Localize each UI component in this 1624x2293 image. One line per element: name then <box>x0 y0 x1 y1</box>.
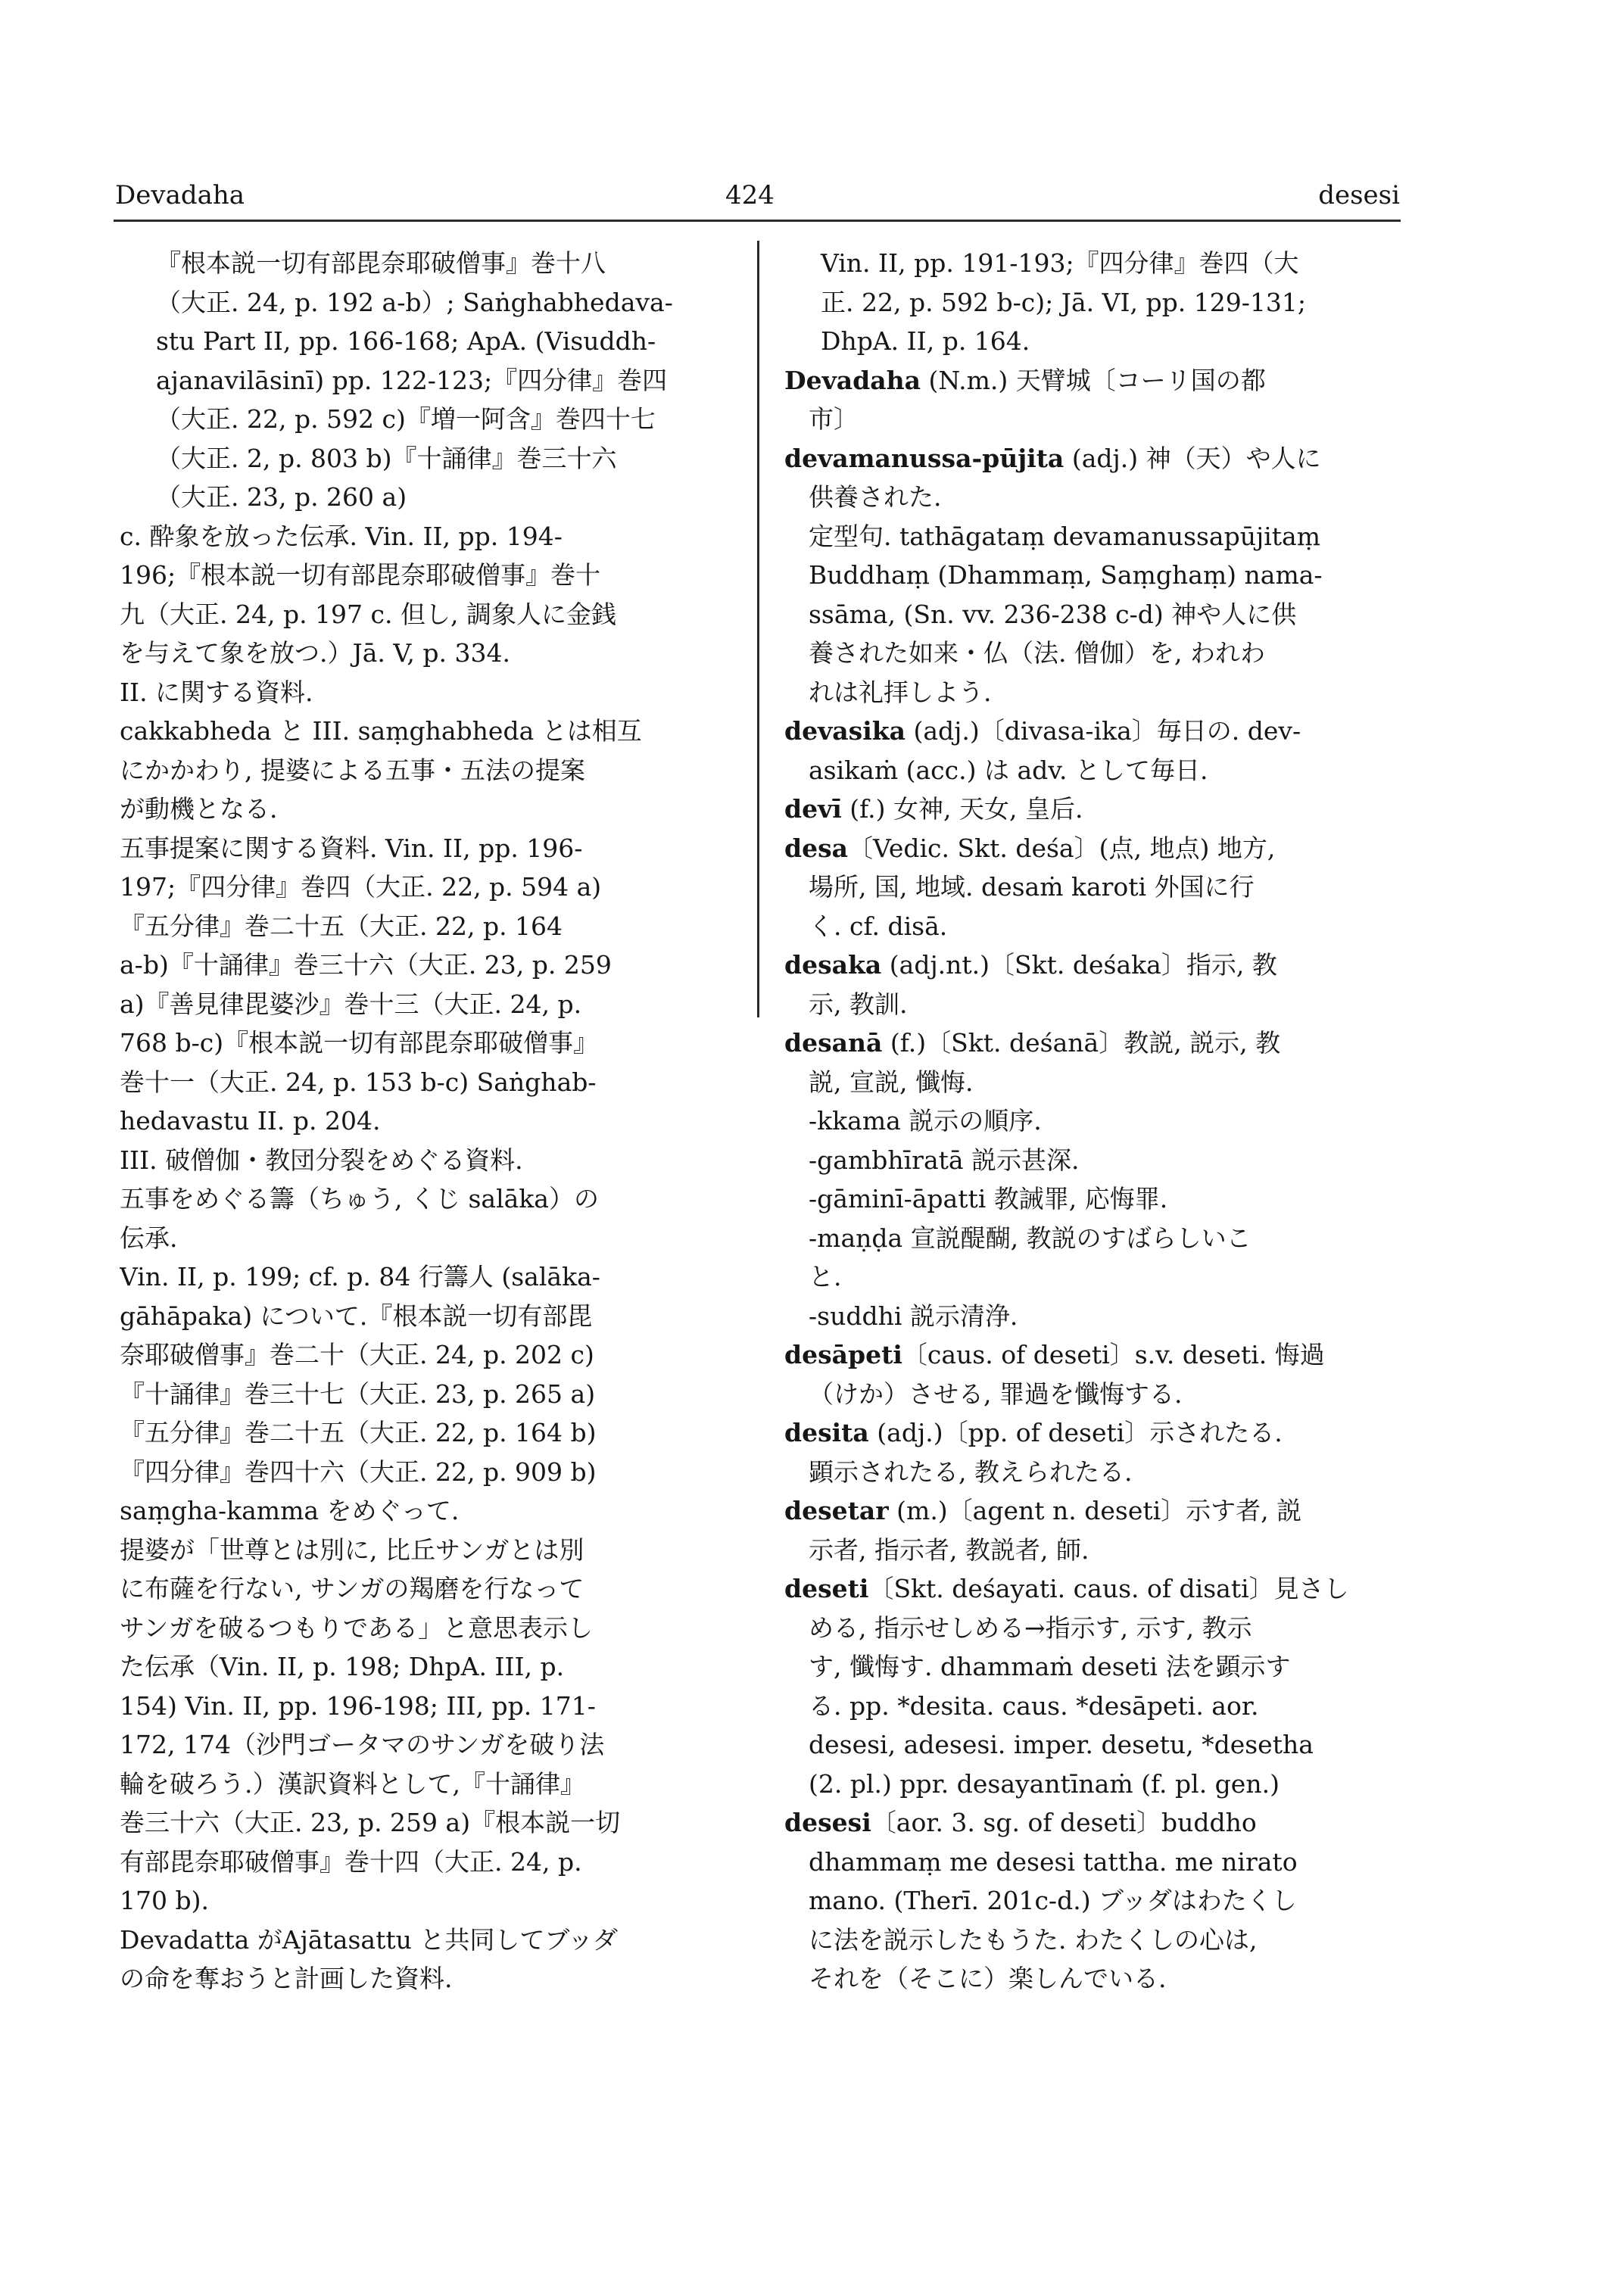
running-head-right: desesi <box>1318 180 1400 210</box>
text-line <box>120 517 725 556</box>
line-text: 『根本説一切有部毘奈耶破僧事』巻十八 <box>156 248 606 278</box>
line-text: desesi, adesesi. imper. desetu, *desetha <box>809 1730 1314 1759</box>
line-text: 〔Vedic. Skt. deśa〕(点, 地点) 地方, <box>848 833 1276 863</box>
line-text: -gambhīratā 説示甚深. <box>809 1145 1080 1175</box>
line-text: に布薩を行ない, サンガの羯磨を行なって <box>120 1574 584 1603</box>
text-line <box>120 1803 725 1843</box>
line-text: 示者, 指示者, 教説者, 師. <box>809 1534 1089 1565</box>
text-line <box>784 1609 1390 1648</box>
line-text: 768 b-c)『根本説一切有部毘奈耶破僧事』 <box>120 1028 599 1058</box>
line-text: c. 酔象を放った伝承. Vin. II, pp. 194- <box>120 521 563 551</box>
line-text: 〔Skt. deśayati. caus. of disati〕見さし <box>868 1574 1349 1603</box>
entry-line <box>784 1803 1390 1843</box>
entry-headword: devamanussa-pūjita <box>784 443 1064 473</box>
page-number: 424 <box>725 180 775 210</box>
text-line <box>120 1453 725 1492</box>
line-text: Vin. II, pp. 191-193;『四分律』巻四（大 <box>821 248 1299 278</box>
line-text: と. <box>809 1262 842 1291</box>
entry-headword: devasika <box>784 716 906 746</box>
line-text: れは礼拝しよう. <box>809 677 992 707</box>
line-text: 市〕 <box>809 404 859 434</box>
line-text: ssāma, (Sn. vv. 236-238 c-d) 神や人に供 <box>809 599 1297 629</box>
entry-headword: desesi <box>784 1808 871 1837</box>
entry-headword: desetar <box>784 1496 889 1525</box>
line-text: 『五分律』巻二十五（大正. 22, p. 164 <box>120 911 563 941</box>
text-line <box>784 244 1390 283</box>
text-line <box>784 283 1390 322</box>
line-text: の命を奪おうと計画した資料. <box>120 1964 453 1993</box>
text-line <box>784 400 1390 439</box>
line-text: 『四分律』巻四十六（大正. 22, p. 909 b) <box>120 1456 597 1487</box>
line-text: (2. pl.) ppr. desayantīnaṁ (f. pl. gen.) <box>809 1768 1280 1799</box>
text-line <box>120 1687 725 1726</box>
text-line <box>120 790 725 829</box>
text-line <box>784 1843 1390 1882</box>
text-line <box>120 673 725 712</box>
line-text: 正. 22, p. 592 b-c); Jā. VI, pp. 129-131; <box>821 287 1306 317</box>
line-text: (f.)〔Skt. deśanā〕教説, 説示, 教 <box>882 1028 1281 1058</box>
line-text: 場所, 国, 地域. desaṁ karoti 外国に行 <box>809 872 1255 902</box>
text-line <box>120 1179 725 1219</box>
line-text: 170 b). <box>120 1886 209 1915</box>
text-line <box>120 946 725 985</box>
text-line <box>120 907 725 946</box>
entry-headword: desanā <box>784 1028 883 1058</box>
text-line <box>120 439 725 478</box>
line-text: す, 懺悔す. dhammaṁ deseti 法を顕示す <box>809 1652 1291 1681</box>
line-text: める, 指示せしめる→指示す, 示す, 教示 <box>809 1612 1252 1643</box>
text-line <box>120 1297 725 1336</box>
line-text: 〔aor. 3. sg. of deseti〕buddho <box>871 1808 1257 1837</box>
text-line <box>784 985 1390 1024</box>
entry-headword: devī <box>784 794 842 824</box>
text-line <box>784 1725 1390 1765</box>
line-text: cakkabheda と III. saṃghabheda とは相互 <box>120 716 642 746</box>
entry-line <box>784 361 1390 400</box>
text-line <box>784 1297 1390 1336</box>
text-line <box>120 1569 725 1609</box>
line-text: 有部毘奈耶破僧事』巻十四（大正. 24, p. <box>120 1846 582 1877</box>
line-text: II. に関する資料. <box>120 677 313 707</box>
text-line <box>784 1881 1390 1921</box>
line-text: a-b)『十誦律』巻三十六（大正. 23, p. 259 <box>120 950 612 980</box>
text-line <box>784 1375 1390 1414</box>
line-text: （けか）させる, 罪過を懺悔する. <box>809 1379 1183 1409</box>
line-text: （大正. 22, p. 592 c)『増一阿含』巻四十七 <box>156 404 656 434</box>
text-line <box>784 517 1390 556</box>
line-text: （大正. 24, p. 192 a-b）; Saṅghabhedava- <box>156 287 673 317</box>
entry-line <box>784 1569 1390 1609</box>
text-line <box>784 1257 1390 1297</box>
line-text: 定型句. tathāgataṃ devamanussapūjitaṃ <box>809 521 1321 551</box>
text-line <box>784 322 1390 361</box>
entry-line <box>784 946 1390 985</box>
line-text: を与えて象を放つ.）Jā. V, p. 334. <box>120 638 510 668</box>
line-text: （大正. 2, p. 803 b)『十誦律』巻三十六 <box>156 443 617 473</box>
entry-line <box>784 829 1390 868</box>
line-text: III. 破僧伽・教団分裂をめぐる資料. <box>120 1145 523 1175</box>
line-text: dhammaṃ me desesi tattha. me nirato <box>809 1846 1298 1877</box>
line-text: (adj.)〔divasa-ika〕毎日の. dev- <box>906 716 1301 746</box>
line-text: 奈耶破僧事』巻二十（大正. 24, p. 202 c) <box>120 1340 594 1369</box>
line-text: 説, 宣説, 懺悔. <box>809 1067 974 1097</box>
text-line <box>784 1219 1390 1258</box>
line-text: 供養された. <box>809 482 942 512</box>
line-text: 172, 174（沙門ゴータマのサンガを破り法 <box>120 1730 605 1759</box>
entry-headword: deseti <box>784 1574 869 1603</box>
line-text: Devadatta がAjātasattu と共同してブッダ <box>120 1924 619 1955</box>
text-line <box>120 283 725 322</box>
text-line <box>120 985 725 1024</box>
line-text: ajanavilāsinī) pp. 122-123;『四分律』巻四 <box>156 365 668 395</box>
text-line <box>784 1531 1390 1570</box>
text-line <box>120 1959 725 1999</box>
line-text: 伝承. <box>120 1223 178 1253</box>
text-line <box>784 634 1390 673</box>
line-text: (f.) 女神, 天女, 皇后. <box>841 794 1083 824</box>
text-line <box>784 907 1390 946</box>
line-text: 五事提案に関する資料. Vin. II, pp. 196- <box>120 833 583 863</box>
text-line <box>784 478 1390 517</box>
line-text: 154) Vin. II, pp. 196-198; III, pp. 171- <box>120 1690 596 1721</box>
text-line <box>120 751 725 790</box>
entry-line <box>784 1491 1390 1531</box>
entry-line <box>784 1335 1390 1375</box>
line-text: にかかわり, 提婆による五事・五法の提案 <box>120 755 585 785</box>
line-text: る. pp. *desita. caus. *desāpeti. aor. <box>809 1690 1259 1721</box>
text-line <box>784 751 1390 790</box>
text-line <box>784 1063 1390 1102</box>
text-line <box>784 1453 1390 1492</box>
text-line <box>120 868 725 907</box>
text-line <box>120 1921 725 1960</box>
line-text: gāhāpaka) について.『根本説一切有部毘 <box>120 1301 593 1331</box>
text-line <box>120 1647 725 1687</box>
text-line <box>120 1375 725 1414</box>
text-line <box>120 829 725 868</box>
text-line <box>784 673 1390 712</box>
line-text: (adj.nt.)〔Skt. deśaka〕指示, 教 <box>881 950 1277 980</box>
line-text: Buddhaṃ (Dhammaṃ, Saṃghaṃ) nama- <box>809 560 1323 590</box>
text-line <box>120 1257 725 1297</box>
line-text: た伝承（Vin. II, p. 198; DhpA. III, p. <box>120 1652 565 1681</box>
line-text: 五事をめぐる籌（ちゅう, くじ salāka）の <box>120 1184 599 1213</box>
line-text: に法を説示したもうた. わたくしの心は, <box>809 1924 1258 1955</box>
line-text: 提婆が「世尊とは別に, 比丘サンガとは別 <box>120 1534 584 1565</box>
text-line <box>120 1843 725 1882</box>
line-text: 養された如来・仏（法. 僧伽）を, われわ <box>809 638 1265 668</box>
text-line <box>784 868 1390 907</box>
line-text: 197;『四分律』巻四（大正. 22, p. 594 a) <box>120 872 602 902</box>
line-text: サンガを破るつもりである」と意思表示し <box>120 1612 594 1643</box>
text-line <box>784 1687 1390 1726</box>
header-rule <box>114 220 1401 222</box>
line-text: saṃgha-kamma をめぐって. <box>120 1496 460 1525</box>
text-line <box>120 1413 725 1453</box>
text-line <box>784 1179 1390 1219</box>
line-text: 示, 教訓. <box>809 989 908 1019</box>
line-text: (adj.)〔pp. of deseti〕示されたる. <box>868 1418 1283 1447</box>
line-text: （大正. 23, p. 260 a) <box>156 482 407 512</box>
text-line <box>120 1765 725 1804</box>
line-text: (m.)〔agent n. deseti〕示す者, 説 <box>888 1496 1302 1525</box>
line-text: 『十誦律』巻三十七（大正. 23, p. 265 a) <box>120 1379 596 1409</box>
line-text: 196;『根本説一切有部毘奈耶破僧事』巻十 <box>120 560 601 590</box>
text-line <box>120 244 725 283</box>
text-line <box>784 595 1390 634</box>
entry-headword: desita <box>784 1418 869 1447</box>
text-line <box>120 1335 725 1375</box>
line-text: -kkama 説示の順序. <box>809 1106 1042 1136</box>
text-line <box>120 634 725 673</box>
text-line <box>784 556 1390 595</box>
text-line <box>120 1219 725 1258</box>
text-line <box>784 1141 1390 1180</box>
text-line <box>784 1101 1390 1141</box>
text-line <box>120 1141 725 1180</box>
line-text: DhpA. II, p. 164. <box>821 326 1030 356</box>
running-head-left: Devadaha <box>115 180 245 210</box>
text-line <box>120 1063 725 1102</box>
line-text: 九（大正. 24, p. 197 c. 但し, 調象人に金銭 <box>120 599 616 629</box>
entry-headword: desa <box>784 833 849 863</box>
text-line <box>120 478 725 517</box>
entry-headword: desaka <box>784 950 882 980</box>
line-text: Vin. II, p. 199; cf. p. 84 行籌人 (salāka- <box>120 1262 600 1291</box>
text-line <box>784 1959 1390 1999</box>
text-line <box>120 1023 725 1063</box>
entry-line <box>784 439 1390 478</box>
entry-line <box>784 790 1390 829</box>
text-line <box>120 556 725 595</box>
entry-line <box>784 712 1390 751</box>
line-text: それを（そこに）楽しんでいる. <box>809 1964 1167 1993</box>
text-line <box>120 1491 725 1531</box>
text-line <box>120 361 725 400</box>
entry-headword: desāpeti <box>784 1340 902 1369</box>
line-text: 〔caus. of deseti〕s.v. deseti. 悔過 <box>902 1340 1325 1369</box>
line-text: 輪を破ろう.）漢訳資料として,『十誦律』 <box>120 1768 585 1799</box>
line-text: が動機となる. <box>120 794 278 824</box>
line-text: stu Part II, pp. 166-168; ApA. (Visuddh- <box>156 326 656 356</box>
entry-headword: Devadaha <box>784 365 921 395</box>
text-line <box>784 1765 1390 1804</box>
column-divider <box>757 241 759 1017</box>
line-text: hedavastu II. p. 204. <box>120 1106 381 1136</box>
line-text: く. cf. disā. <box>809 911 948 941</box>
text-line <box>120 1725 725 1765</box>
text-line <box>120 1881 725 1921</box>
text-line <box>120 712 725 751</box>
line-text: mano. (Therī. 201c-d.) ブッダはわたくし <box>809 1886 1297 1915</box>
text-line <box>120 400 725 439</box>
text-line <box>784 1647 1390 1687</box>
line-text: -maṇḍa 宣説醍醐, 教説のすばらしいこ <box>809 1223 1252 1253</box>
line-text: 巻十一（大正. 24, p. 153 b-c) Saṅghab- <box>120 1067 597 1097</box>
entry-line <box>784 1023 1390 1063</box>
text-line <box>120 1531 725 1570</box>
line-text: -suddhi 説示清浄. <box>809 1301 1018 1331</box>
left-column <box>120 244 725 1999</box>
text-line <box>120 595 725 634</box>
right-column <box>784 244 1390 1999</box>
line-text: (adj.) 神（天）や人に <box>1064 443 1321 473</box>
text-line <box>120 1609 725 1648</box>
line-text: 顕示されたる, 教えられたる. <box>809 1456 1133 1487</box>
line-text: asikaṁ (acc.) は adv. として毎日. <box>809 755 1208 785</box>
line-text: a)『善見律毘婆沙』巻十三（大正. 24, p. <box>120 989 582 1019</box>
entry-line <box>784 1413 1390 1453</box>
line-text: (N.m.) 天臂城〔コーリ国の都 <box>921 365 1266 395</box>
line-text: 『五分律』巻二十五（大正. 22, p. 164 b) <box>120 1418 597 1447</box>
text-line <box>120 1101 725 1141</box>
text-line <box>120 322 725 361</box>
text-line <box>784 1921 1390 1960</box>
line-text: 巻三十六（大正. 23, p. 259 a)『根本説一切 <box>120 1808 621 1837</box>
line-text: -gāminī-āpatti 教誡罪, 応悔罪. <box>809 1184 1168 1213</box>
